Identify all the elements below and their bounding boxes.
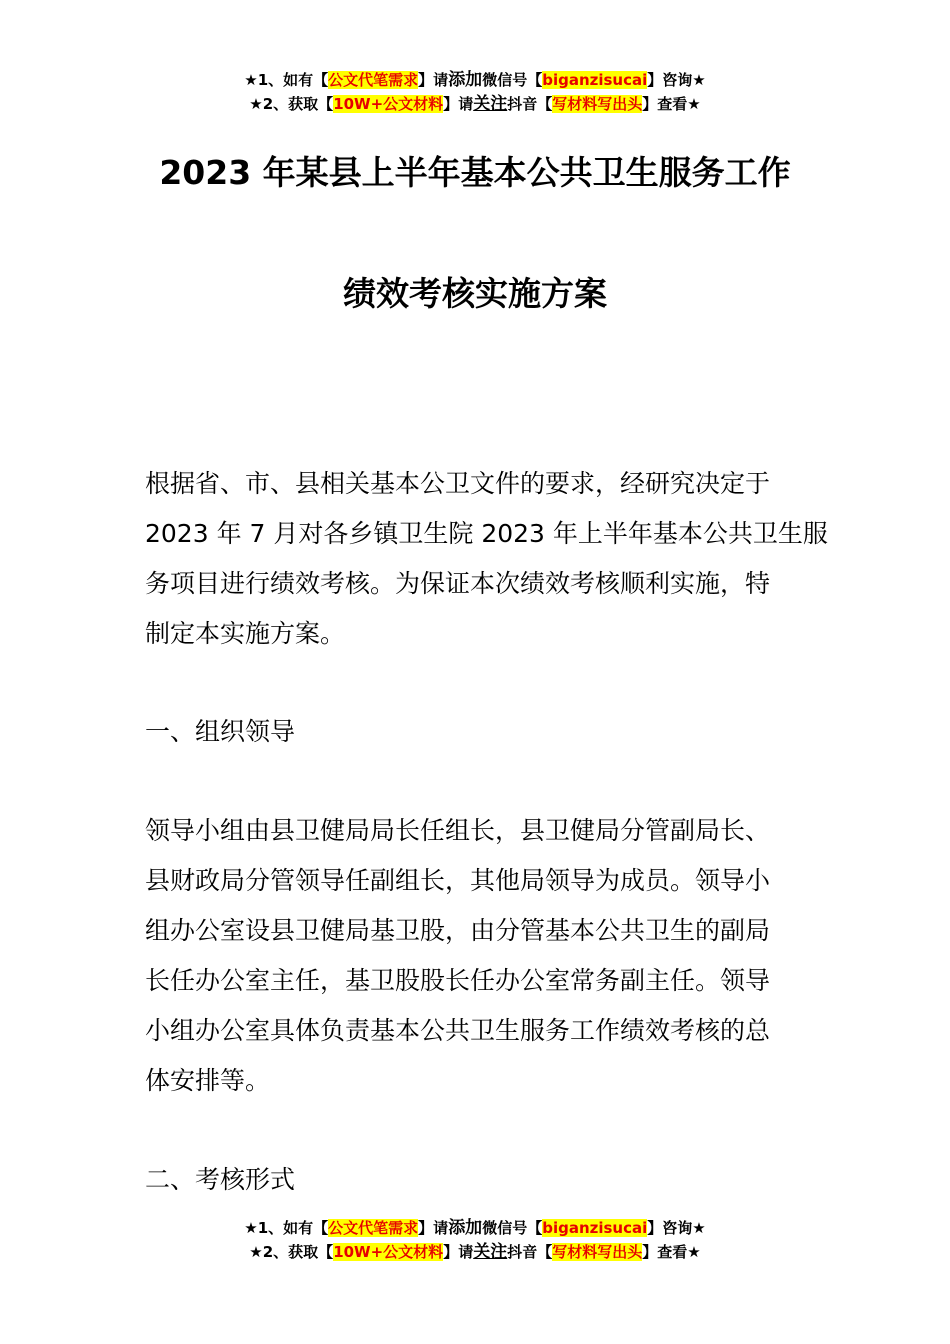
paragraph-line: 县财政局分管领导任副组长，其他局领导为成员。领导小 [145,866,771,895]
banner-highlight: 写材料写出头 [552,1243,643,1261]
banner-text: 】查看★ [642,1243,701,1261]
banner-text: 抖音【 [507,95,553,113]
banner-text: 】请 [443,1243,474,1261]
banner-text: ★2、获取【 [249,1243,334,1261]
banner-line-2 [0,1240,950,1264]
paragraph-leadership [145,806,810,1106]
banner-highlight: 10W+公文材料 [333,1243,444,1261]
paragraph-line: 务项目进行绩效考核。为保证本次绩效考核顺利实施，特 [145,569,771,598]
paragraph-intro [145,459,828,659]
banner-text: ★2、获取【 [249,95,334,113]
paragraph-line: 小组办公室具体负责基本公共卫生服务工作绩效考核的总 [145,1016,771,1045]
banner-line-2 [0,92,950,116]
banner-highlight: 公文代笔需求 [328,71,419,89]
banner-line-1 [0,1216,950,1240]
banner-text: 】查看★ [642,95,701,113]
banner-text: 】请 [418,1219,449,1237]
paragraph-line: 2023 年 7 月对各乡镇卫生院 2023 年上半年基本公共卫生服 [145,519,828,548]
banner-text: 】咨询★ [647,71,706,89]
banner-text: 微信号【 [482,1219,543,1237]
paragraph-line: 长任办公室主任，基卫股股长任办公室常务副主任。领导 [145,966,771,995]
banner-text: ★1、如有【 [244,1219,329,1237]
banner-emphasis: 添加 [448,70,483,90]
header-banner [0,68,950,116]
paragraph-line: 体安排等。 [145,1066,271,1095]
document-title-line-2: 绩效考核实施方案 [343,274,607,313]
banner-highlight: biganzisucai [542,1219,648,1237]
banner-emphasis: 关注 [473,1242,508,1262]
section-heading-text: 二、考核形式 [145,1165,296,1194]
banner-text: ★1、如有【 [244,71,329,89]
banner-text: 】咨询★ [647,1219,706,1237]
banner-text: 】请 [443,95,474,113]
banner-highlight: biganzisucai [542,71,648,89]
banner-highlight: 公文代笔需求 [328,1219,419,1237]
banner-text: 微信号【 [482,71,543,89]
section-heading-assessment-form [145,1155,810,1205]
document-title-line-1: 2023 年某县上半年基本公共卫生服务工作 [159,153,791,192]
section-heading-text: 一、组织领导 [145,717,296,746]
banner-emphasis: 添加 [448,1218,483,1238]
banner-text: 】请 [418,71,449,89]
banner-text: 抖音【 [507,1243,553,1261]
footer-banner [0,1216,950,1264]
paragraph-line: 根据省、市、县相关基本公卫文件的要求，经研究决定于 [145,469,771,498]
banner-highlight: 写材料写出头 [552,95,643,113]
paragraph-line: 组办公室设县卫健局基卫股，由分管基本公共卫生的副局 [145,916,771,945]
banner-line-1 [0,68,950,92]
section-heading-organization [145,707,810,757]
paragraph-line: 领导小组由县卫健局局长任组长，县卫健局分管副局长、 [145,816,771,845]
banner-highlight: 10W+公文材料 [333,95,444,113]
banner-emphasis: 关注 [473,94,508,114]
paragraph-line: 制定本实施方案。 [145,619,346,648]
